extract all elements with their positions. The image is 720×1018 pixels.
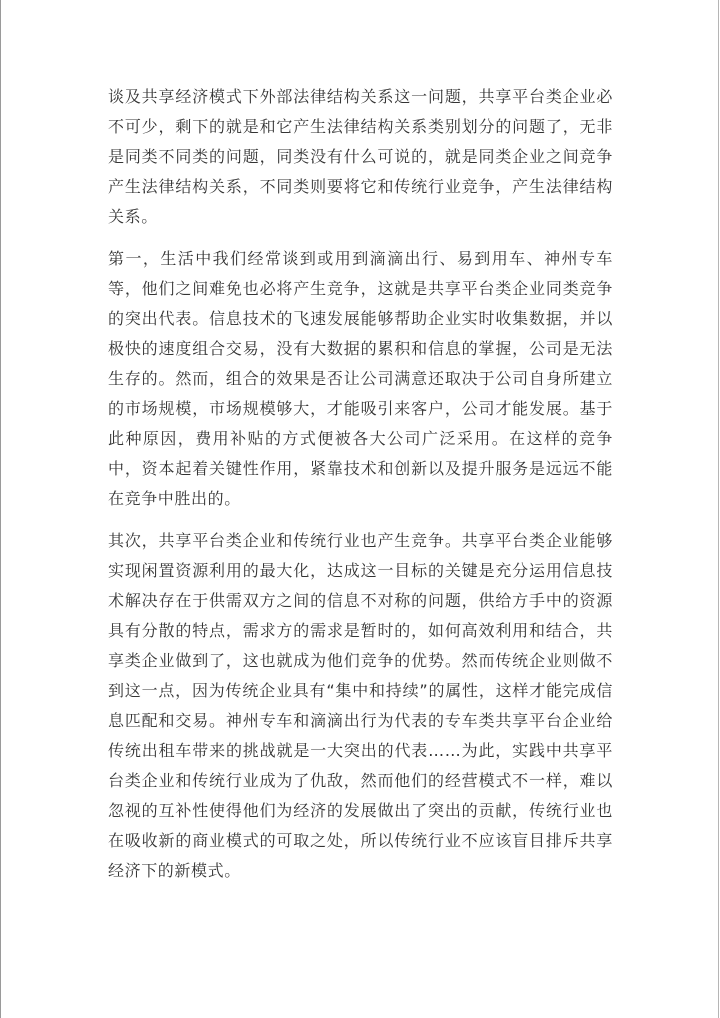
paragraph-second-point: 其次，共享平台类企业和传统行业也产生竞争。共享平台类企业能够实现闲置资源利用的最大化，达成这一目标的关键是充分运用信息技术解决存在于供需双方之间的信息不对称的问题，供给方手中的资源具有分散的特点，需求方的需求是暂时的，如何高效利用和结合，共享类企业做到了，这也就成为他们竞争的优势。然而传统企业则做不到这一点，因为传统企业具有“集中和持续”的属性，这样才能完成信息匹配和交易。神州专车和滴滴出行为代表的专车类共享平台企业给传统出租车带来的挑战就是一大突出的代表……为此，实践中共享平台类企业和传统行业成为了仇敌，然而他们的经营模式不一样，难以忽视的互补性使得他们为经济的发展做出了突出的贡献，传统行业也在吸收新的商业模式的可取之处，所以传统行业不应该盲目排斥共享经济下的新模式。 <box>108 531 613 880</box>
paragraph-intro: 谈及共享经济模式下外部法律结构关系这一问题，共享平台类企业必不可少，剩下的就是和它产生法律结构关系类别划分的问题了，无非是同类不同类的问题，同类没有什么可说的，就是同类企业之间竞争产生法律结构关系，不同类则要将它和传统行业竞争，产生法律结构关系。 <box>108 87 613 226</box>
page-right-border <box>718 0 719 1018</box>
document-body <box>108 82 613 898</box>
paragraph-first-point: 第一，生活中我们经常谈到或用到滴滴出行、易到用车、神州专车等，他们之间难免也必将产生竞争，这就是共享平台类企业同类竞争的突出代表。信息技术的飞速发展能够帮助企业实时收集数据，并以极快的速度组合交易，没有大数据的累积和信息的掌握，公司是无法生存的。然而，组合的效果是否让公司满意还取决于公司自身所建立的市场规模，市场规模够大，才能吸引来客户，公司才能发展。基于此种原因，费用补贴的方式便被各大公司广泛采用。在这样的竞争中，资本起着关键性作用，紧靠技术和创新以及提升服务是远远不能在竞争中胜出的。 <box>108 249 613 508</box>
page-left-border <box>0 0 1 1018</box>
